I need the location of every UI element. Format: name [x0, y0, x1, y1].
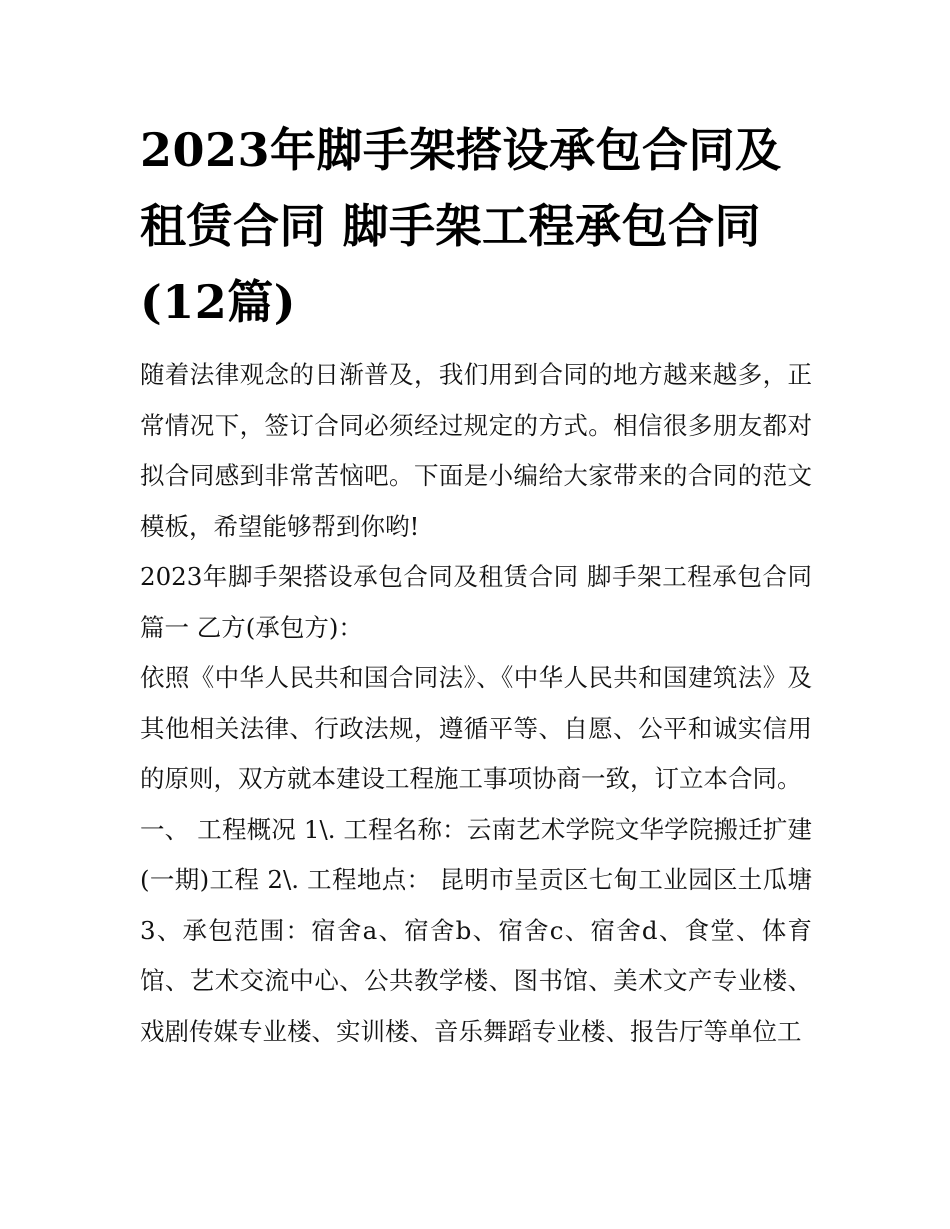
paragraph-section-heading: 2023年脚手架搭设承包合同及租赁合同 脚手架工程承包合同篇一 乙方(承包方)： — [140, 562, 812, 642]
paragraph-intro: 随着法律观念的日渐普及，我们用到合同的地方越来越多，正常情况下，签订合同必须经过规定的方式。相信很多朋友都对拟合同感到非常苦恼吧。下面是小编给大家带来的合同的范文模板，希望能够帮到你哟! — [140, 360, 812, 541]
paragraph-project-overview: 一、 工程概况 1\. 工程名称：云南艺术学院文华学院搬迁扩建(一期)工程 2\. 工程地点： 昆明市呈贡区七甸工业园区土瓜塘 3、承包范围：宿舍a、宿舍b、宿舍c、宿舍d、食堂、体育馆、艺术交流中心、公共教学楼、图书馆、美术文产专业楼、戏剧传媒专业楼、实训楼、音乐舞蹈专业楼、报告厅等单位工 — [140, 814, 812, 1046]
paragraph-legal-basis: 依照《中华人民共和国合同法》、《中华人民共和国建筑法》及其他相关法律、行政法规，遵循平等、自愿、公平和诚实信用的原则，双方就本建设工程施工事项协商一致，订立本合同。 — [140, 663, 812, 793]
document-title: 2023年脚手架搭设承包合同及租赁合同 脚手架工程承包合同(12篇) — [140, 123, 782, 329]
document-body — [140, 350, 812, 1057]
document-page — [140, 112, 812, 1057]
